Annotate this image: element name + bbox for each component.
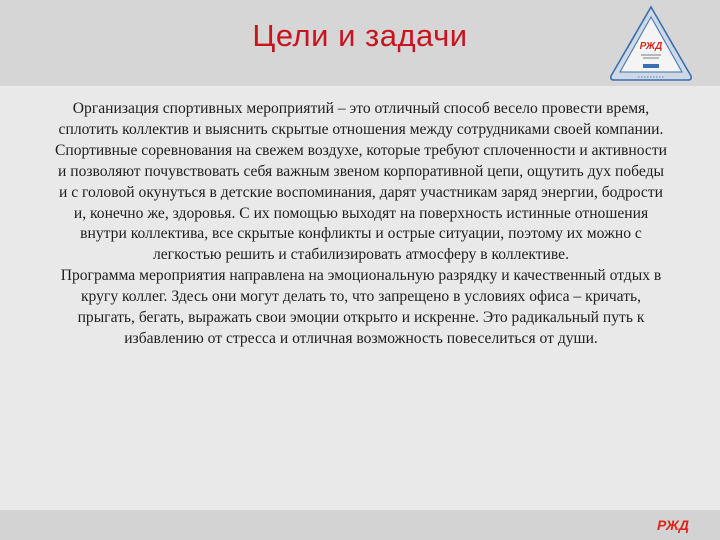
slide-title: Цели и задачи: [252, 18, 468, 53]
paragraph-sports-events: Организация спортивных мероприятий – это отличный способ весело провести время, сплотить коллектив и выяснить скрытые отношения между сотрудниками своей компании. Спортивные соревнования на свежем воздухе, которые требуют сплоченности и активности и позволяют почувствовать себя важным звеном корпоративной цепи, ощутить дух победы и с головой окунуться в детские воспоминания, дарят участникам заряд энергии, бодрости и, конечно же, здоровья. С их помощью выходят на поверхность истинные отношения внутри коллектива, все скрытые конфликты и острые ситуации, поэтому их можно с легкостью решить и стабилизировать атмосферу в коллективе.: [54, 100, 668, 264]
paragraph-program: Программа мероприятия направлена на эмоциональную разрядку и качественный отдых в кругу коллег. Здесь они могут делать то, что запрещено в условиях офиса – кричать, прыгать, бегать, выражать свои эмоции открыто и искренне. Это радикальный путь к избавлению от стресса и отличная возможность повеселиться от души.: [60, 267, 662, 347]
svg-text:РЖД: РЖД: [639, 41, 663, 52]
rzd-triangle-emblem-icon: [608, 4, 694, 84]
slide-footer: [0, 510, 720, 540]
slide-body-text: [52, 99, 670, 350]
svg-text:РЖД: РЖД: [657, 517, 689, 533]
rzd-logo-icon: [652, 517, 694, 533]
